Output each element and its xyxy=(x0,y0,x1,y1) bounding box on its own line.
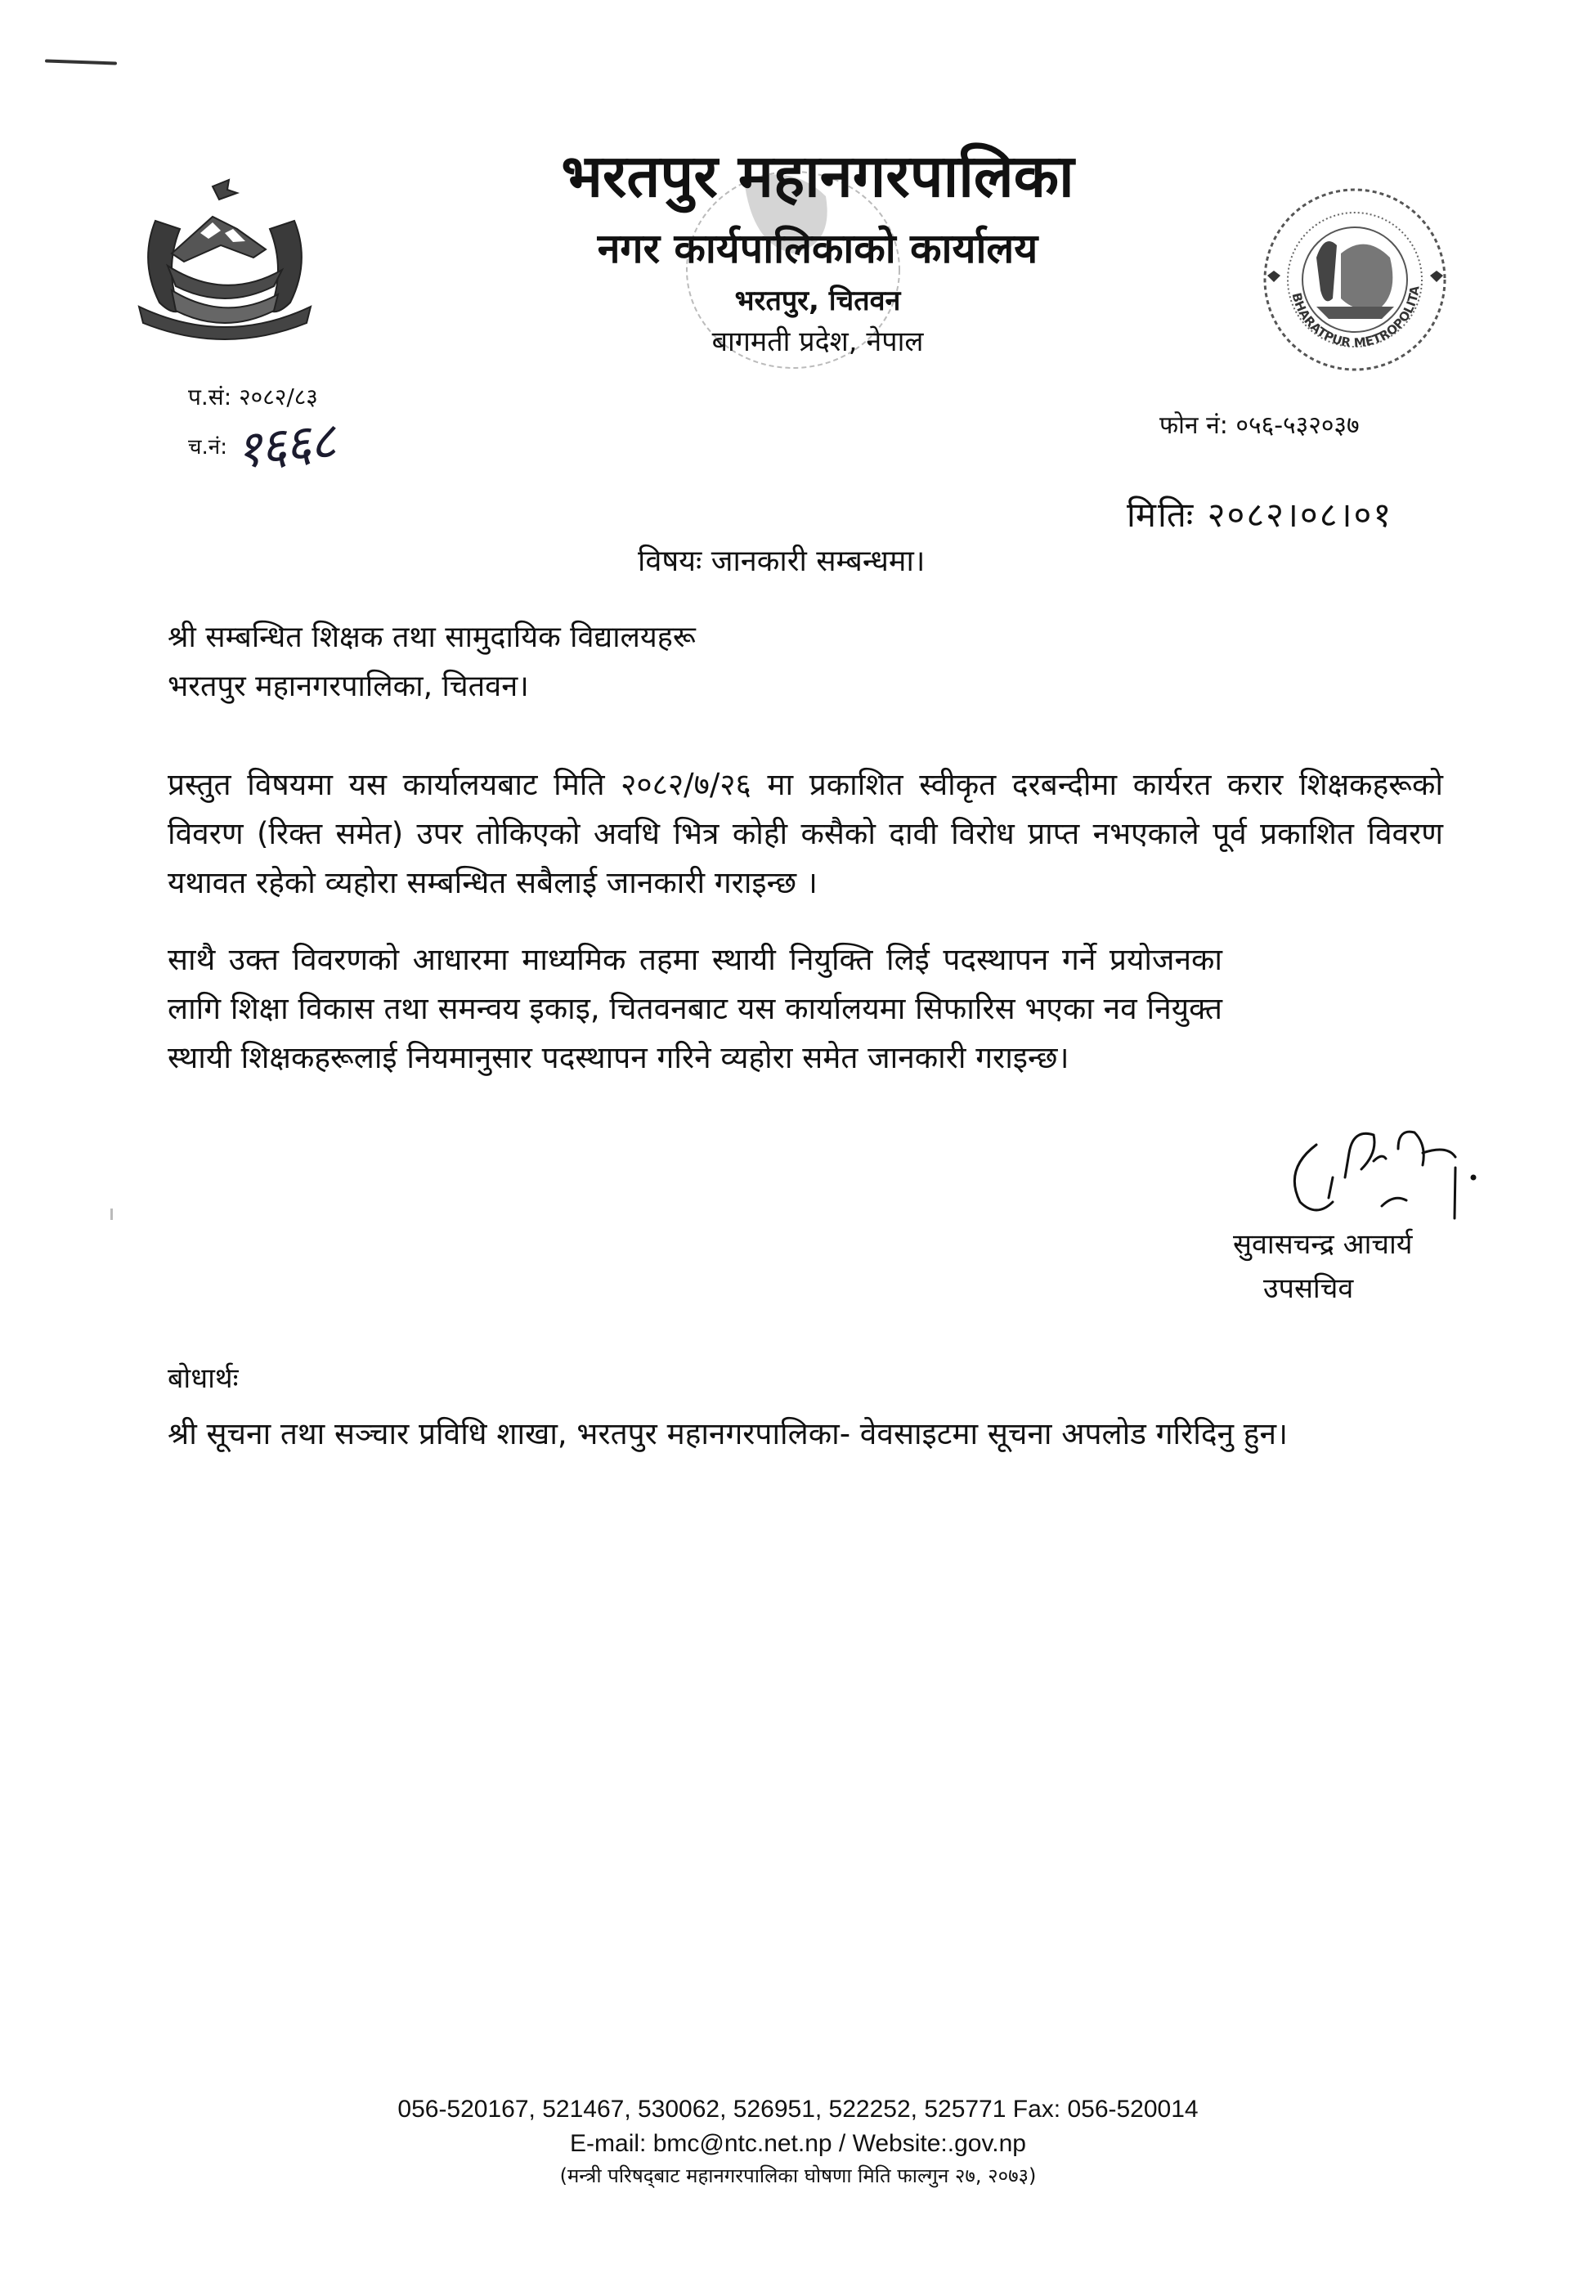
cc-text: श्री सूचना तथा सञ्चार प्रविधि शाखा, भरतपुर महानगरपालिका- वेवसाइटमा सूचना अपलोड गरिदिनु हुन। xyxy=(168,1416,1289,1451)
addressee-line-1: श्री सम्बन्धित शिक्षक तथा सामुदायिक विद्यालयहरू xyxy=(168,621,696,654)
cc-label: बोधार्थः xyxy=(168,1362,239,1395)
office-phone xyxy=(1159,407,1360,441)
dispatch-label: च.नं: xyxy=(188,435,227,460)
body-paragraph-2: साथै उक्त विवरणको आधारमा माध्यमिक तहमा स्थायी नियुक्ति लिई पदस्थापन गर्ने प्रयोजनका लागि शिक्षा विकास तथा समन्वय इकाइ, चितवनबाट यस कार्यालयमा सिफारिस भएका नव नियुक्त स्थायी शिक्षकहरूलाई नियमानुसार पदस्थापन गरिने व्यहोरा समेत जानकारी गराइन्छ। xyxy=(168,942,1222,1075)
body-paragraph-1: प्रस्तुत विषयमा यस कार्यालयबाट मिति २०८२/७/२६ मा प्रकाशित स्वीकृत दरबन्दीमा कार्यरत करार शिक्षकहरूको विवरण (रिक्त समेत) उपर तोकिएको अवधि भित्र कोही कसैको दावी विरोध प्राप्त नभएकाले पूर्व प्रकाशित विवरण यथावत रहेको व्यहोरा सम्बन्धित सबैलाई जानकारी गराइन्छ । xyxy=(168,767,1443,900)
letter-date xyxy=(1127,491,1392,537)
seal-text: BHARATPUR METROPOLITA xyxy=(1289,285,1423,351)
footer-phones: 056-520167, 521467, 530062, 526951, 522252, 525771 Fax: 056-520014 xyxy=(397,2096,1199,2123)
signature-block xyxy=(1226,1128,1570,1341)
letter-subject: विषयः जानकारी सम्बन्धमा। xyxy=(638,545,926,578)
dispatch-number-handwritten: १६६८ xyxy=(232,410,338,481)
office-location: भरतपुर, चितवन xyxy=(734,285,901,317)
date-label: मितिः xyxy=(1127,495,1195,535)
phone-label: फोन नं: xyxy=(1159,411,1228,440)
fiscal-year-ref xyxy=(188,381,318,412)
office-province: बागमती प्रदेश, नेपाल xyxy=(711,325,924,358)
letter-body xyxy=(168,540,1443,1083)
dispatch-ref xyxy=(188,410,338,481)
nepal-emblem-icon xyxy=(123,172,327,343)
fiscal-year-label: प.सं: xyxy=(188,383,232,410)
date-value: २०८२।०८।०१ xyxy=(1207,495,1393,535)
footer-email-website: E-mail: bmc@ntc.net.np / Website:.gov.np xyxy=(570,2130,1026,2157)
letterhead xyxy=(458,135,1177,362)
svg-text:BHARATPUR METROPOLITAN CITY xyxy=(1259,184,1423,351)
signatory-designation: उपसचिव xyxy=(1263,1272,1354,1305)
bharatpur-metropolitan-seal-icon xyxy=(1259,184,1451,376)
addressee-line-2: भरतपुर महानगरपालिका, चितवन। xyxy=(168,670,529,703)
signatory-name: सुवासचन्द्र आचार्य xyxy=(1233,1228,1413,1261)
phone-value: ०५६-५३२०३७ xyxy=(1235,411,1360,440)
org-name: भरतपुर महानगरपालिका xyxy=(561,141,1074,210)
scan-corner-mark xyxy=(45,59,117,65)
scan-speck xyxy=(110,1209,113,1220)
office-name: नगर कार्यपालिकाको कार्यालय xyxy=(597,225,1038,272)
fiscal-year-value: २०८२/८३ xyxy=(239,383,318,410)
footer-declaration: (मन्त्री परिषद्‌बाट महानगरपालिका घोषणा मिति फाल्गुन २७, २०७३) xyxy=(559,2164,1037,2187)
cc-block xyxy=(168,1357,1443,1460)
